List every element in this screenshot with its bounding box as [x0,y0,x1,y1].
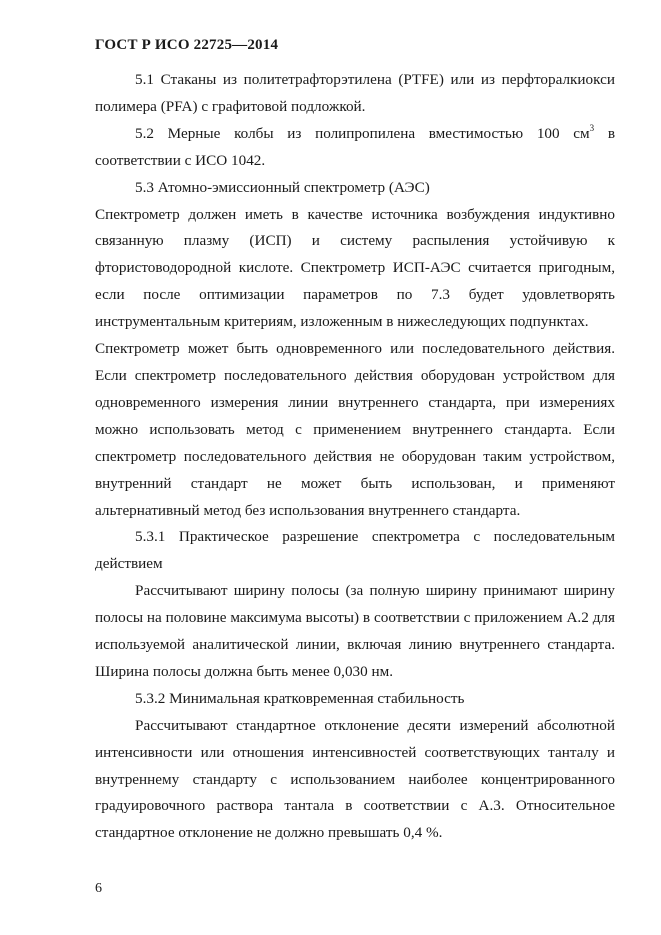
document-body [95,67,615,847]
paragraph-stability: Рассчитывают стандартное отклонение десяти измерений абсолютной интенсивности или отношения интенсивностей соответствующих танталу и внутреннему стандарту с использованием наиболее концентрированного градуировочного раствора тантала в соответствии с А.3. Относительное стандартное отклонение не должно превышать 0,4 %. [95,716,615,842]
paragraph-5-3: 5.3 Атомно-эмиссионный спектрометр (АЭС) [135,178,430,196]
paragraph-5-2-tail: в соответствии с ИСО 1042. [95,124,615,169]
paragraph-5-2-text: 5.2 Мерные колбы из полипропилена вместимостью 100 см [135,124,590,142]
superscript-cubic: 3 [589,122,595,133]
paragraph-5-2 [95,121,615,175]
paragraph-5-3-1: 5.3.1 Практическое разрешение спектрометра с последовательным действием [95,528,615,573]
paragraph-spectrometer-requirements: Спектрометр должен иметь в качестве источника возбуждения индуктивно связанную плазму (ИСП) и систему распыления устойчивую к фтористоводородной кислоте. Спектрометр ИСП-АЭС считается пригодным, если после оптимизации параметров по 7.3 будет удовлетворять инструментальным критериям, изложенным в нижеследующих подпунктах. [95,205,615,331]
paragraph-5-1: 5.1 Стаканы из политетрафторэтилена (PTFE) или из перфторалкиокси полимера (PFA) с графитовой подложкой. [95,71,615,115]
paragraph-bandwidth: Рассчитывают ширину полосы (за полную ширину принимают ширину полосы на половине максимума высоты) в соответствии с приложением А.2 для используемой аналитической линии, включая линию внутреннего стандарта. Ширина полосы должна быть менее 0,030 нм. [95,582,615,680]
document-header-title: ГОСТ Р ИСО 22725—2014 [95,37,279,53]
paragraph-spectrometer-types: Спектрометр может быть одновременного или последовательного действия. Если спектрометр последовательного действия оборудован устройством для одновременного измерения линии внутреннего стандарта, при измерениях можно использовать метод с применением внутреннего стандарта. Если спектрометр последовательного действия не оборудован таким устройством, внутренний стандарт не может быть использован, и применяют альтернативный метод без использования внутреннего стандарта. [95,340,615,519]
page-number: 6 [95,881,102,896]
paragraph-5-3-2: 5.3.2 Минимальная кратковременная стабильность [135,689,465,707]
